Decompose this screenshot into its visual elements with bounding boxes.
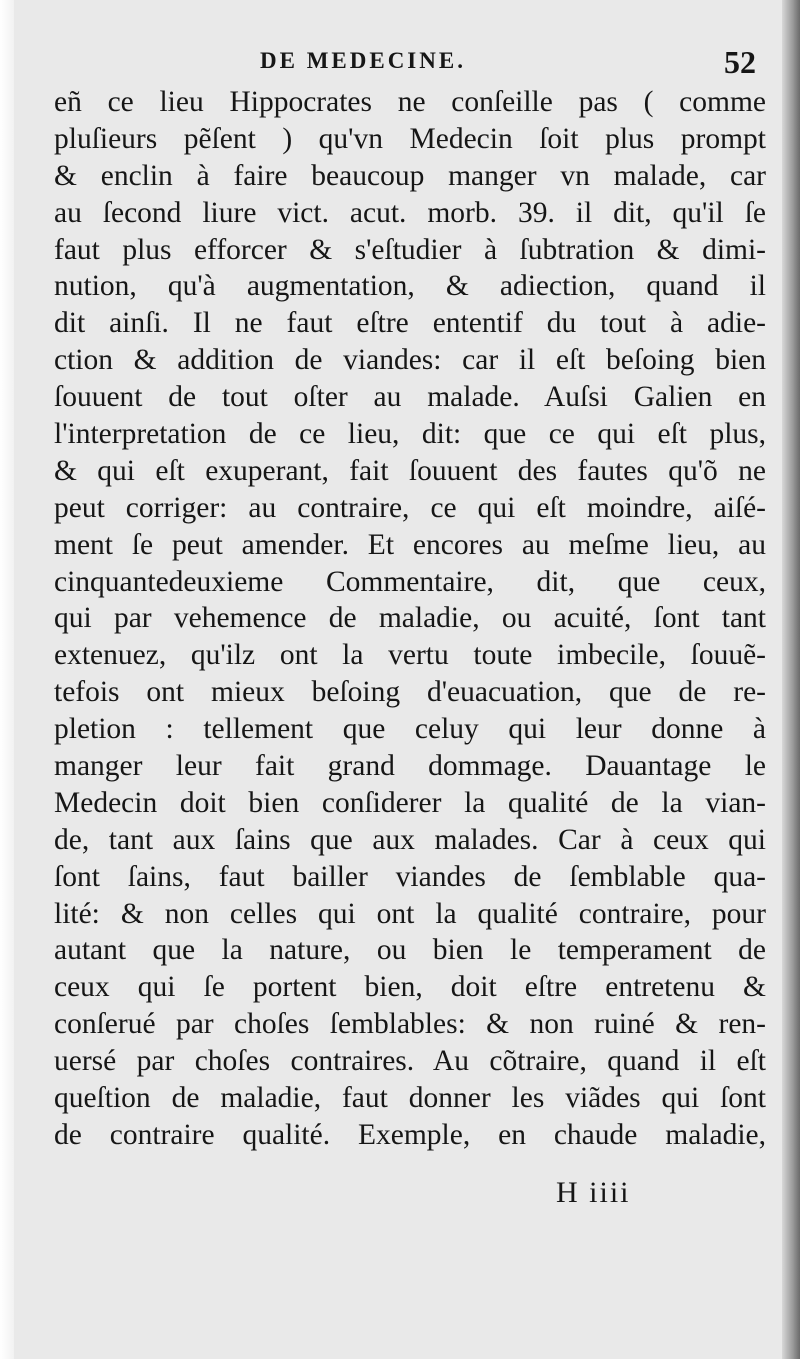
text-line: ſont ſains, faut bailler viandes de ſemblable qua- [54, 860, 766, 893]
text-line: dit ainſi. Il ne faut eſtre ententif du tout à adie- [54, 307, 766, 340]
text-line: uersé par choſes contraires. Au cõtraire, quand il eſt [54, 1045, 766, 1078]
text-line: de contraire qualité. Exemple, en chaude maladie, [54, 1118, 766, 1151]
signature-mark: H iiii [556, 1176, 631, 1209]
text-line: lité: & non celles qui ont la qualité contraire, pour [54, 897, 766, 930]
text-line: faut plus efforcer & s'eſtudier à ſubtration & dimi- [54, 233, 766, 266]
text-line: ceux qui ſe portent bien, doit eſtre entretenu & [54, 971, 766, 1004]
page-edge-shadow [782, 0, 800, 1359]
text-line: Medecin doit bien conſiderer la qualité de la vian- [54, 786, 766, 819]
text-line: cinquantedeuxieme Commentaire, dit, que ceux, [54, 565, 766, 598]
text-line: l'interpretation de ce lieu, dit: que ce qui eſt plus, [54, 418, 766, 451]
text-line: pletion : tellement que celuy qui leur donne à [54, 713, 766, 746]
text-line: conſerué par choſes ſemblables: & non ruiné & ren- [54, 1008, 766, 1041]
text-line: & qui eſt exuperant, fait ſouuent des fautes qu'õ ne [54, 454, 766, 487]
text-line: & enclin à faire beaucoup manger vn malade, car [54, 159, 766, 192]
text-line: de, tant aux ſains que aux malades. Car à ceux qui [54, 823, 766, 856]
text-line: au ſecond liure vict. acut. morb. 39. il dit, qu'il ſe [54, 196, 766, 229]
body-text [54, 84, 766, 1154]
text-line: pluſieurs pẽſent ) qu'vn Medecin ſoit plus prompt [54, 122, 766, 155]
page-header [60, 44, 760, 84]
text-line: ſouuent de tout oſter au malade. Auſsi Galien en [54, 381, 766, 414]
text-line: peut corriger: au contraire, ce qui eſt moindre, aiſé- [54, 491, 766, 524]
text-line: autant que la nature, ou bien le temperament de [54, 934, 766, 967]
text-line: queſtion de maladie, faut donner les viãdes qui ſont [54, 1082, 766, 1115]
text-line: eñ ce lieu Hippocrates ne conſeille pas ( comme [54, 86, 766, 118]
text-line: nution, qu'à augmentation, & adiection, quand il [54, 270, 766, 303]
text-line: ction & addition de viandes: car il eſt beſoing bien [54, 344, 766, 377]
page-number: 52 [724, 44, 756, 80]
text-line: qui par vehemence de maladie, ou acuité, ſont tant [54, 602, 766, 635]
text-line: ment ſe peut amender. Et encores au meſme lieu, au [54, 528, 766, 561]
running-head: DE MEDECINE. [260, 48, 466, 73]
text-line: tefois ont mieux beſoing d'euacuation, que de re- [54, 676, 766, 709]
page-gutter [0, 0, 14, 1359]
text-line: extenuez, qu'ilz ont la vertu toute imbecile, ſouuẽ- [54, 639, 766, 672]
text-line: manger leur fait grand dommage. Dauantage le [54, 750, 766, 783]
